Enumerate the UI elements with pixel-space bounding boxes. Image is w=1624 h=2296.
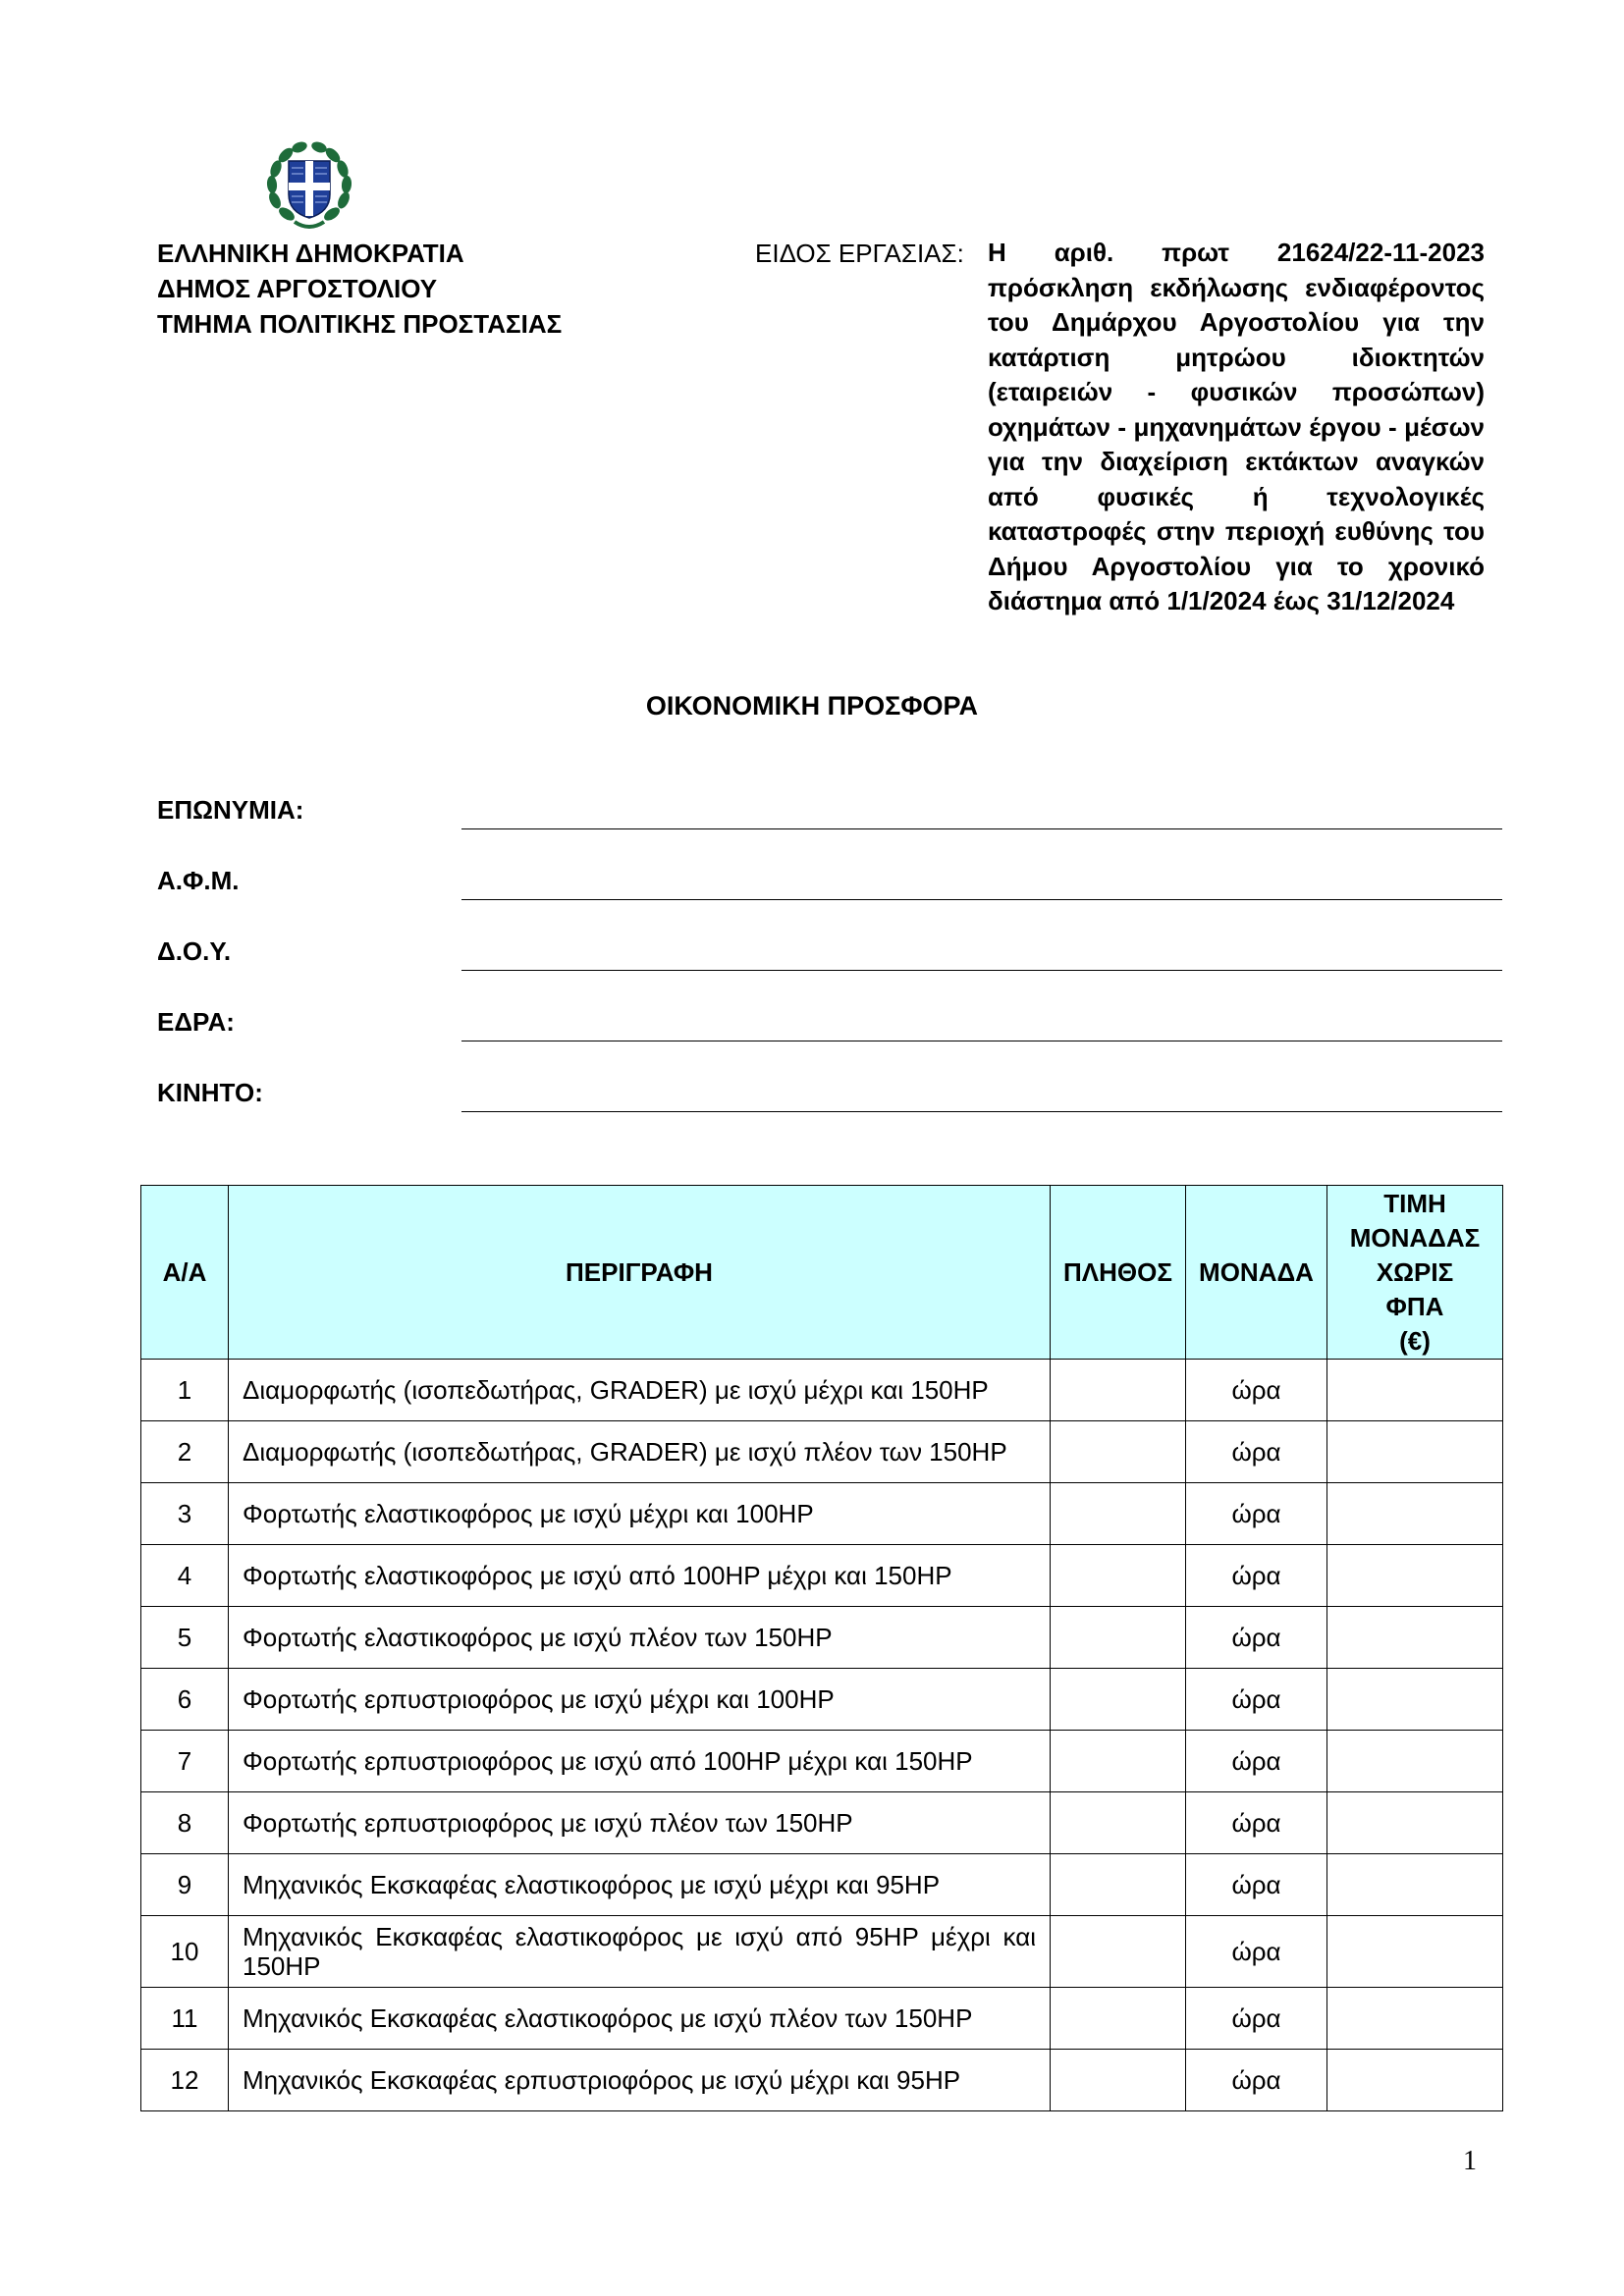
- table-row: [141, 1916, 1503, 1988]
- row-aa: 8: [141, 1792, 229, 1854]
- row-description: Φορτωτής ελαστικοφόρος με ισχύ από 100HP μέχρι και 150HP: [229, 1545, 1051, 1607]
- field-label: ΕΠΩΝΥΜΙΑ:: [157, 795, 304, 825]
- row-price-cell[interactable]: [1327, 1669, 1503, 1731]
- org-line-municipality: ΔΗΜΟΣ ΑΡΓΟΣΤΟΛΙΟΥ: [157, 274, 438, 303]
- table-row: [141, 1792, 1503, 1854]
- row-aa: 11: [141, 1988, 229, 2050]
- row-price-cell[interactable]: [1327, 1916, 1503, 1988]
- field-tax-id: [157, 861, 1502, 900]
- row-price-cell[interactable]: [1327, 1421, 1503, 1483]
- field-blank-line[interactable]: [461, 828, 1502, 829]
- row-quantity-cell[interactable]: [1051, 1483, 1186, 1545]
- field-company-name: [157, 790, 1502, 829]
- row-quantity-cell[interactable]: [1051, 1669, 1186, 1731]
- work-type-label: ΕΙΔΟΣ ΕΡΓΑΣΙΑΣ:: [755, 239, 964, 268]
- row-price-cell[interactable]: [1327, 1854, 1503, 1916]
- row-unit: ώρα: [1186, 1669, 1327, 1731]
- header-price-line: ΦΠΑ: [1385, 1291, 1444, 1321]
- page-number: 1: [1463, 2146, 1477, 2176]
- row-quantity-cell[interactable]: [1051, 1916, 1186, 1988]
- row-price-cell[interactable]: [1327, 1731, 1503, 1792]
- field-mobile: [157, 1073, 1502, 1112]
- row-aa: 7: [141, 1731, 229, 1792]
- org-line-department: ΤΜΗΜΑ ΠΟΛΙΤΙΚΗΣ ΠΡΟΣΤΑΣΙΑΣ: [157, 309, 563, 339]
- org-line-republic: ΕΛΛΗΝΙΚΗ ΔΗΜΟΚΡΑΤΙΑ: [157, 239, 464, 268]
- header-description: ΠΕΡΙΓΡΑΦΗ: [229, 1186, 1051, 1360]
- row-aa: 6: [141, 1669, 229, 1731]
- row-unit: ώρα: [1186, 1731, 1327, 1792]
- row-aa: 4: [141, 1545, 229, 1607]
- row-unit: ώρα: [1186, 2050, 1327, 2111]
- row-price-cell[interactable]: [1327, 1988, 1503, 2050]
- row-description: Φορτωτής ερπυστριοφόρος με ισχύ από 100HP μέχρι και 150HP: [229, 1731, 1051, 1792]
- row-unit: ώρα: [1186, 1916, 1327, 1988]
- row-quantity-cell[interactable]: [1051, 1421, 1186, 1483]
- table-row: [141, 2050, 1503, 2111]
- row-unit: ώρα: [1186, 1854, 1327, 1916]
- field-label: Α.Φ.Μ.: [157, 866, 240, 895]
- row-aa: 12: [141, 2050, 229, 2111]
- header-price-line: ΤΙΜΗ: [1383, 1188, 1446, 1218]
- field-label: ΚΙΝΗΤΟ:: [157, 1078, 263, 1107]
- field-blank-line[interactable]: [461, 899, 1502, 900]
- header-unit: ΜΟΝΑΔΑ: [1186, 1186, 1327, 1360]
- row-unit: ώρα: [1186, 1421, 1327, 1483]
- organization-header: [157, 236, 562, 342]
- row-aa: 2: [141, 1421, 229, 1483]
- row-unit: ώρα: [1186, 1360, 1327, 1421]
- table-row: [141, 1607, 1503, 1669]
- row-price-cell[interactable]: [1327, 1360, 1503, 1421]
- field-label: Δ.Ο.Υ.: [157, 936, 232, 966]
- row-price-cell[interactable]: [1327, 2050, 1503, 2111]
- field-tax-office: [157, 932, 1502, 971]
- row-price-cell[interactable]: [1327, 1607, 1503, 1669]
- row-aa: 3: [141, 1483, 229, 1545]
- row-quantity-cell[interactable]: [1051, 1360, 1186, 1421]
- header-price-line: (€): [1399, 1325, 1431, 1356]
- row-quantity-cell[interactable]: [1051, 1545, 1186, 1607]
- row-description: Φορτωτής ερπυστριοφόρος με ισχύ μέχρι και 100HP: [229, 1669, 1051, 1731]
- table-row: [141, 1988, 1503, 2050]
- header-price-line: ΜΟΝΑΔΑΣ: [1349, 1222, 1481, 1253]
- header-aa: Α/Α: [141, 1186, 229, 1360]
- row-price-cell[interactable]: [1327, 1545, 1503, 1607]
- field-blank-line[interactable]: [461, 1111, 1502, 1112]
- header-price-line: ΧΩΡΙΣ: [1376, 1256, 1454, 1287]
- table-row: [141, 1421, 1503, 1483]
- work-type-text: Η αριθ. πρωτ 21624/22-11-2023 πρόσκληση εκδήλωσης ενδιαφέροντος του Δημάρχου Αργοστολίου για την κατάρτιση μητρώου ιδιοκτητών (εταιρειών - φυσικών προσώπων) οχημάτων - μηχανημάτων έργου - μέσων για την διαχείριση εκτάκτων αναγκών από φυσικές ή τεχνολογικές καταστροφές στην περιοχή ευθύνης του Δήμου Αργοστολίου για το χρονικό διάστημα από 1/1/2024 έως 31/12/2024: [988, 238, 1485, 615]
- row-unit: ώρα: [1186, 1988, 1327, 2050]
- table-row: [141, 1854, 1503, 1916]
- header-unit-price: [1327, 1186, 1503, 1360]
- row-description: Φορτωτής ελαστικοφόρος με ισχύ πλέον των 150HP: [229, 1607, 1051, 1669]
- row-unit: ώρα: [1186, 1607, 1327, 1669]
- row-description: Φορτωτής ελαστικοφόρος με ισχύ μέχρι και 100HP: [229, 1483, 1051, 1545]
- row-aa: 1: [141, 1360, 229, 1421]
- field-headquarters: [157, 1002, 1502, 1041]
- row-unit: ώρα: [1186, 1792, 1327, 1854]
- header-quantity: ΠΛΗΘΟΣ: [1051, 1186, 1186, 1360]
- row-description: Διαμορφωτής (ισοπεδωτήρας, GRADER) με ισχύ μέχρι και 150HP: [229, 1360, 1051, 1421]
- row-description: Μηχανικός Εκσκαφέας ελαστικοφόρος με ισχύ μέχρι και 95HP: [229, 1854, 1051, 1916]
- row-price-cell[interactable]: [1327, 1792, 1503, 1854]
- row-aa: 9: [141, 1854, 229, 1916]
- row-quantity-cell[interactable]: [1051, 1854, 1186, 1916]
- document-title: ΟΙΚΟΝΟΜΙΚΗ ΠΡΟΣΦΟΡΑ: [645, 691, 979, 721]
- row-description: Διαμορφωτής (ισοπεδωτήρας, GRADER) με ισχύ πλέον των 150HP: [229, 1421, 1051, 1483]
- table-row: [141, 1669, 1503, 1731]
- row-description: Μηχανικός Εκσκαφέας ερπυστριοφόρος με ισχύ μέχρι και 95HP: [229, 2050, 1051, 2111]
- row-unit: ώρα: [1186, 1545, 1327, 1607]
- table-header-row: [141, 1186, 1503, 1360]
- row-unit: ώρα: [1186, 1483, 1327, 1545]
- row-aa: 5: [141, 1607, 229, 1669]
- row-quantity-cell[interactable]: [1051, 1792, 1186, 1854]
- row-quantity-cell[interactable]: [1051, 1988, 1186, 2050]
- field-label: ΕΔΡΑ:: [157, 1007, 235, 1037]
- row-description: Φορτωτής ερπυστριοφόρος με ισχύ πλέον των 150HP: [229, 1792, 1051, 1854]
- table-row: [141, 1731, 1503, 1792]
- row-quantity-cell[interactable]: [1051, 1607, 1186, 1669]
- greek-coat-of-arms-icon: [265, 139, 353, 232]
- row-quantity-cell[interactable]: [1051, 1731, 1186, 1792]
- table-row: [141, 1545, 1503, 1607]
- offer-table: [140, 1185, 1503, 2111]
- row-price-cell[interactable]: [1327, 1483, 1503, 1545]
- row-aa: 10: [141, 1916, 229, 1988]
- table-row: [141, 1483, 1503, 1545]
- row-quantity-cell[interactable]: [1051, 2050, 1186, 2111]
- row-description: Μηχανικός Εκσκαφέας ελαστικοφόρος με ισχύ πλέον των 150HP: [229, 1988, 1051, 2050]
- field-blank-line[interactable]: [461, 970, 1502, 971]
- row-description: Μηχανικός Εκσκαφέας ελαστικοφόρος με ισχύ από 95HP μέχρι και 150HP: [229, 1916, 1051, 1988]
- table-row: [141, 1360, 1503, 1421]
